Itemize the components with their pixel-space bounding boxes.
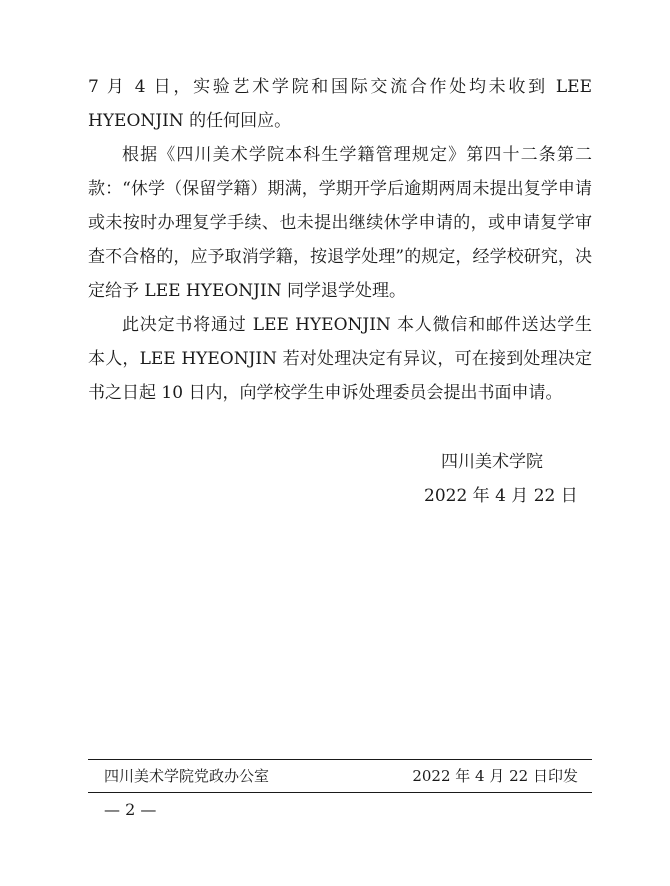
issuance-footer (88, 762, 592, 790)
signature-date: 2022 年 4 月 22 日 (424, 486, 578, 506)
page-number: — 2 — (104, 800, 157, 819)
print-date: 2022 年 4 月 22 日印发 (412, 767, 578, 785)
footer-bottom-rule (88, 792, 592, 793)
paragraph-regulation: 根据《四川美术学院本科生学籍管理规定》第四十二条第二款：“休学（保留学籍）期满，学期开学后逾期两周未提出复学申请或未按时办理复学手续、也未提出继续休学申请的，或申请复学审查不合格的，应予取消学籍，按退学处理”的规定，经学校研究，决定给予 LEE HYEONJIN 同学退学处理。 (88, 145, 592, 301)
paragraph-no-response: 7 月 4 日，实验艺术学院和国际交流合作处均未收到 LEE HYEONJIN 的任何回应。 (88, 77, 592, 131)
paragraph-appeal: 此决定书将通过 LEE HYEONJIN 本人微信和邮件送达学生本人，LEE HYEONJIN 若对处理决定有异议，可在接到处理决定书之日起 10 日内，向学校学生申诉处理委员会提出书面申请。 (88, 315, 592, 403)
footer-top-rule (88, 759, 592, 760)
signature-organization: 四川美术学院 (441, 452, 543, 472)
issuer-office: 四川美术学院党政办公室 (104, 767, 270, 785)
